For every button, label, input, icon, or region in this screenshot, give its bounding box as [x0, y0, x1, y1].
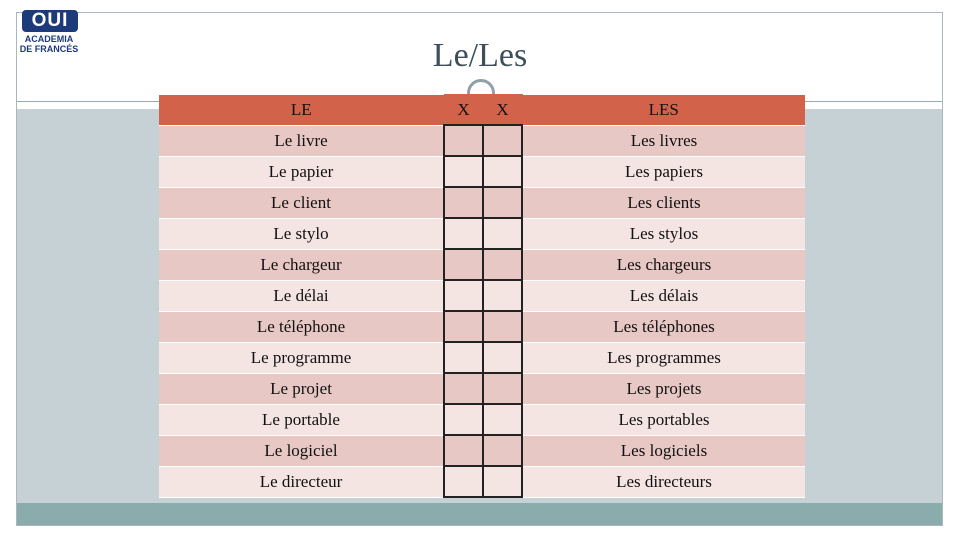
header-x-1: X	[444, 95, 483, 126]
check-cell-2[interactable]	[483, 311, 522, 342]
singular-cell: Le projet	[159, 373, 444, 404]
table-row	[159, 249, 805, 280]
plural-cell: Les chargeurs	[522, 249, 805, 280]
plural-cell: Les stylos	[522, 218, 805, 249]
check-cell-2[interactable]	[483, 373, 522, 404]
plural-cell: Les directeurs	[522, 466, 805, 497]
table-row	[159, 218, 805, 249]
check-cell-1[interactable]	[444, 218, 483, 249]
check-cell-1[interactable]	[444, 280, 483, 311]
table-row	[159, 156, 805, 187]
singular-cell: Le directeur	[159, 466, 444, 497]
check-cell-1[interactable]	[444, 311, 483, 342]
check-cell-2[interactable]	[483, 187, 522, 218]
table-row	[159, 280, 805, 311]
table-row	[159, 466, 805, 497]
singular-cell: Le livre	[159, 125, 444, 156]
singular-cell: Le délai	[159, 280, 444, 311]
plural-cell: Les projets	[522, 373, 805, 404]
table-row	[159, 311, 805, 342]
singular-cell: Le papier	[159, 156, 444, 187]
check-cell-2[interactable]	[483, 435, 522, 466]
check-cell-2[interactable]	[483, 156, 522, 187]
article-table	[159, 94, 805, 498]
singular-cell: Le programme	[159, 342, 444, 373]
singular-cell: Le chargeur	[159, 249, 444, 280]
check-cell-2[interactable]	[483, 404, 522, 435]
singular-cell: Le portable	[159, 404, 444, 435]
check-cell-1[interactable]	[444, 249, 483, 280]
table-header-row	[159, 95, 805, 126]
check-cell-1[interactable]	[444, 156, 483, 187]
plural-cell: Les logiciels	[522, 435, 805, 466]
table-row	[159, 373, 805, 404]
table-row	[159, 404, 805, 435]
singular-cell: Le logiciel	[159, 435, 444, 466]
slide-title: Le/Les	[432, 37, 528, 74]
check-cell-2[interactable]	[483, 466, 522, 497]
plural-cell: Les programmes	[522, 342, 805, 373]
plural-cell: Les téléphones	[522, 311, 805, 342]
check-cell-1[interactable]	[444, 125, 483, 156]
check-cell-1[interactable]	[444, 373, 483, 404]
check-cell-2[interactable]	[483, 280, 522, 311]
singular-cell: Le téléphone	[159, 311, 444, 342]
plural-cell: Les livres	[522, 125, 805, 156]
header-le: LE	[159, 95, 444, 126]
check-cell-2[interactable]	[483, 342, 522, 373]
header-x-2: X	[483, 95, 522, 126]
logo-line-2: DE FRANCÉS	[19, 44, 79, 54]
check-cell-2[interactable]	[483, 125, 522, 156]
footer-bar	[17, 503, 942, 525]
check-cell-2[interactable]	[483, 218, 522, 249]
plural-cell: Les délais	[522, 280, 805, 311]
check-cell-1[interactable]	[444, 187, 483, 218]
table-row	[159, 435, 805, 466]
table-row	[159, 187, 805, 218]
table-body	[159, 125, 805, 497]
header-les: LES	[522, 95, 805, 126]
plural-cell: Les portables	[522, 404, 805, 435]
plural-cell: Les papiers	[522, 156, 805, 187]
check-cell-2[interactable]	[483, 249, 522, 280]
check-cell-1[interactable]	[444, 404, 483, 435]
singular-cell: Le stylo	[159, 218, 444, 249]
table-row	[159, 342, 805, 373]
check-cell-1[interactable]	[444, 435, 483, 466]
logo-brand: OUI	[22, 10, 78, 32]
table-row	[159, 125, 805, 156]
check-cell-1[interactable]	[444, 342, 483, 373]
singular-cell: Le client	[159, 187, 444, 218]
check-cell-1[interactable]	[444, 466, 483, 497]
plural-cell: Les clients	[522, 187, 805, 218]
logo-line-1: ACADEMIA	[24, 34, 74, 44]
